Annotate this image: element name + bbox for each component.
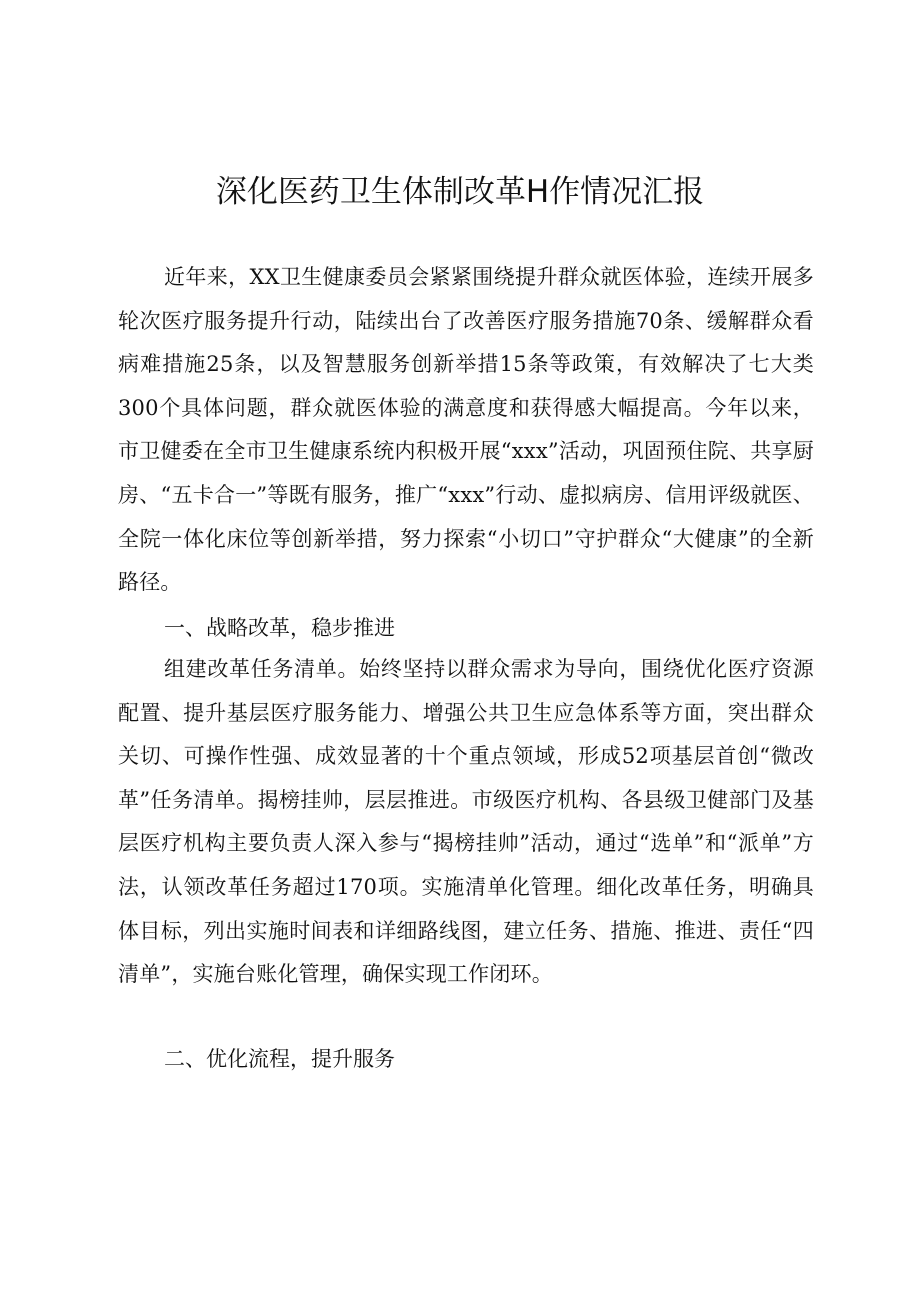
section-heading-2: 二、优化流程，提升服务 (164, 1047, 395, 1071)
section-heading-1: 一、战略改革，稳步推进 (164, 616, 395, 640)
paragraph-section-1: 组建改革任务清单。始终坚持以群众需求为导向，围绕优化医疗资源配置、提升基层医疗服务能力、增强公共卫生应急体系等方面，突出群众关切、可操作性强、成效显著的十个重点领域，形成52项基层首创“微改革”任务清单。揭榜挂帅，层层推进。市级医疗机构、各县级卫健部门及基层医疗机构主要负责人深入参与“揭榜挂帅”活动，通过“选单”和“派单”方法，认领改革任务超过170项。实施清单化管理。细化改革任务，明确具体目标，列出实施时间表和详细路线图，建立任务、措施、推进、责任“四清单”，实施台账化管理，确保实现工作闭环。 (118, 657, 814, 987)
paragraph-intro: 近年来，XX卫生健康委员会紧紧围绕提升群众就医体验，连续开展多轮次医疗服务提升行动，陆续出台了改善医疗服务措施70条、缓解群众看病难措施25条，以及智慧服务创新举措15条等政策，有效解决了七大类300个具体问题，群众就医体验的满意度和获得感大幅提高。今年以来，市卫健委在全市卫生健康系统内积极开展“xxx”活动，巩固预住院、共享厨房、“五卡合一”等既有服务，推广“xxx”行动、虚拟病房、信用评级就医、全院一体化床位等创新举措，努力探索“小切口”守护群众“大健康”的全新路径。 (118, 265, 814, 595)
document-title: 深化医药卫生体制改革H作情况汇报 (215, 174, 705, 210)
